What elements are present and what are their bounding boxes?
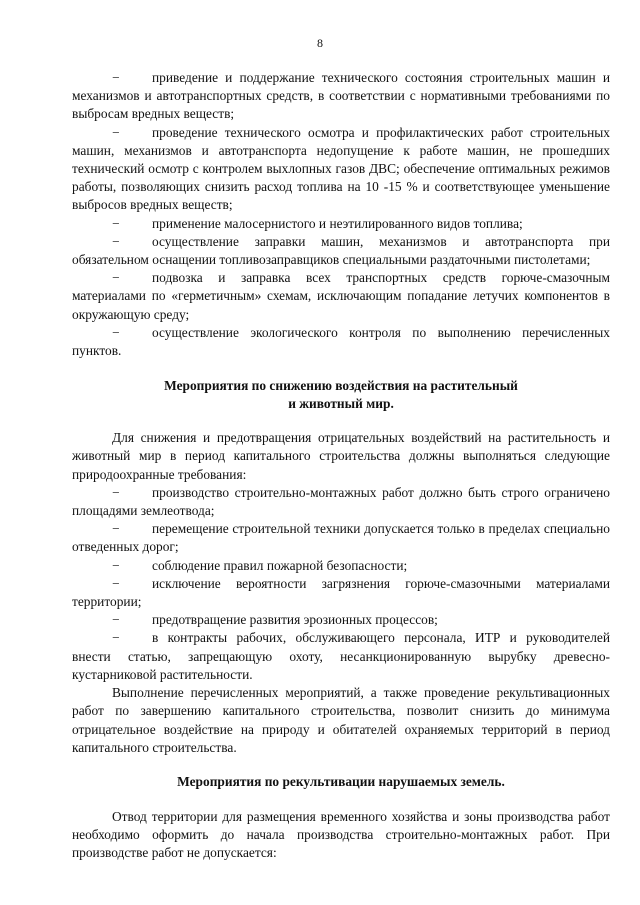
list-item-text: предотвращение развития эрозионных процессов; <box>152 612 438 628</box>
bullet-dash: − <box>112 270 120 286</box>
list-item <box>72 520 610 556</box>
intro-paragraph: Для снижения и предотвращения отрицательных воздействий на растительность и животный мир в период капитального строительства должны выполняться следующие природоохранные требования: <box>72 430 610 482</box>
list-item-text: исключение вероятности загрязнения горюче-смазочными материалами территории; <box>72 575 610 610</box>
list-item-text: проведение технического осмотра и профилактических работ строительных машин, механизмов и автотранспорта недопущение к работе машин, не прошедших технический осмотр с контролем выхлопных газов ДВС; обеспечение оптимальных режимов работы, позволяющих снизить расход топлива на 10 -15 % и соответствующее уменьшение выбросов вредных веществ; <box>72 124 610 213</box>
list-item-text: подвозка и заправка всех транспортных средств горюче-смазочным материалами по «герметичным» схемам, исключающим попадание летучих компонентов в окружающую среду; <box>72 270 610 322</box>
bullet-list-emissions <box>72 69 610 360</box>
list-item-text: осуществление заправки машин, механизмов и автотранспорта при обязательном оснащении топливозаправщиков специальными раздаточными пистолетами; <box>72 233 610 268</box>
bullet-dash: − <box>112 124 120 140</box>
bullet-dash: − <box>112 324 120 340</box>
list-item-text: приведение и поддержание технического состояния строительных машин и механизмов и автотранспортных средств, в соответствии с нормативными требованиями по выбросам вредных веществ; <box>72 70 610 122</box>
list-item <box>72 124 610 215</box>
list-item <box>72 233 610 269</box>
list-item <box>72 611 610 629</box>
list-item <box>72 69 610 124</box>
list-item <box>72 324 610 360</box>
bullet-dash: − <box>112 484 120 500</box>
bullet-dash: − <box>112 70 120 85</box>
bullet-dash: − <box>112 215 120 231</box>
page-content <box>72 69 610 863</box>
heading-line-1: Мероприятия по снижению воздействия на растительный <box>164 378 518 394</box>
closing-paragraph: Выполнение перечисленных мероприятий, а также проведение рекультивационных работ по завершению капитального строительства, позволит снизить до минимума отрицательное воздействие на природу и обитателей охраняемых территорий в период капитального строительства. <box>72 685 610 755</box>
list-item-text: соблюдение правил пожарной безопасности; <box>152 557 408 573</box>
bullet-dash: − <box>112 612 120 628</box>
list-item-text: в контракты рабочих, обслуживающего персонала, ИТР и руководителей внести статью, запрещающую охоту, несанкционированную вырубку древесно-кустарниковой растительности. <box>72 630 610 682</box>
bullet-dash: − <box>112 630 120 646</box>
heading-line-2: и животный мир. <box>288 396 394 412</box>
list-item <box>72 215 610 233</box>
recultivation-paragraph: Отвод территории для размещения временного хозяйства и зоны производства работ необходимо оформить до начала производства строительно-монтажных работ. При производстве работ не допускается: <box>72 808 610 861</box>
bullet-dash: − <box>112 575 120 591</box>
list-item-text: применение малосернистого и неэтилированного видов топлива; <box>152 215 523 231</box>
section-heading-recultivation: Мероприятия по рекультивации нарушаемых земель. <box>177 773 505 789</box>
bullet-dash: − <box>112 521 120 537</box>
list-item-text: осуществление экологического контроля по выполнению перечисленных пунктов. <box>72 324 610 359</box>
list-item <box>72 269 610 324</box>
list-item <box>72 629 610 684</box>
bullet-list-requirements <box>72 484 610 684</box>
list-item <box>72 484 610 520</box>
bullet-dash: − <box>112 557 120 573</box>
list-item-text: производство строительно-монтажных работ должно быть строго ограничено площадями землеотвода; <box>72 484 610 519</box>
bullet-dash: − <box>112 233 120 249</box>
list-item <box>72 557 610 575</box>
list-item <box>72 575 610 611</box>
page-number: 8 <box>317 36 323 50</box>
list-item-text: перемещение строительной техники допускается только в пределах специально отведенных дорог; <box>72 521 610 555</box>
section-heading-flora-fauna <box>72 377 610 413</box>
